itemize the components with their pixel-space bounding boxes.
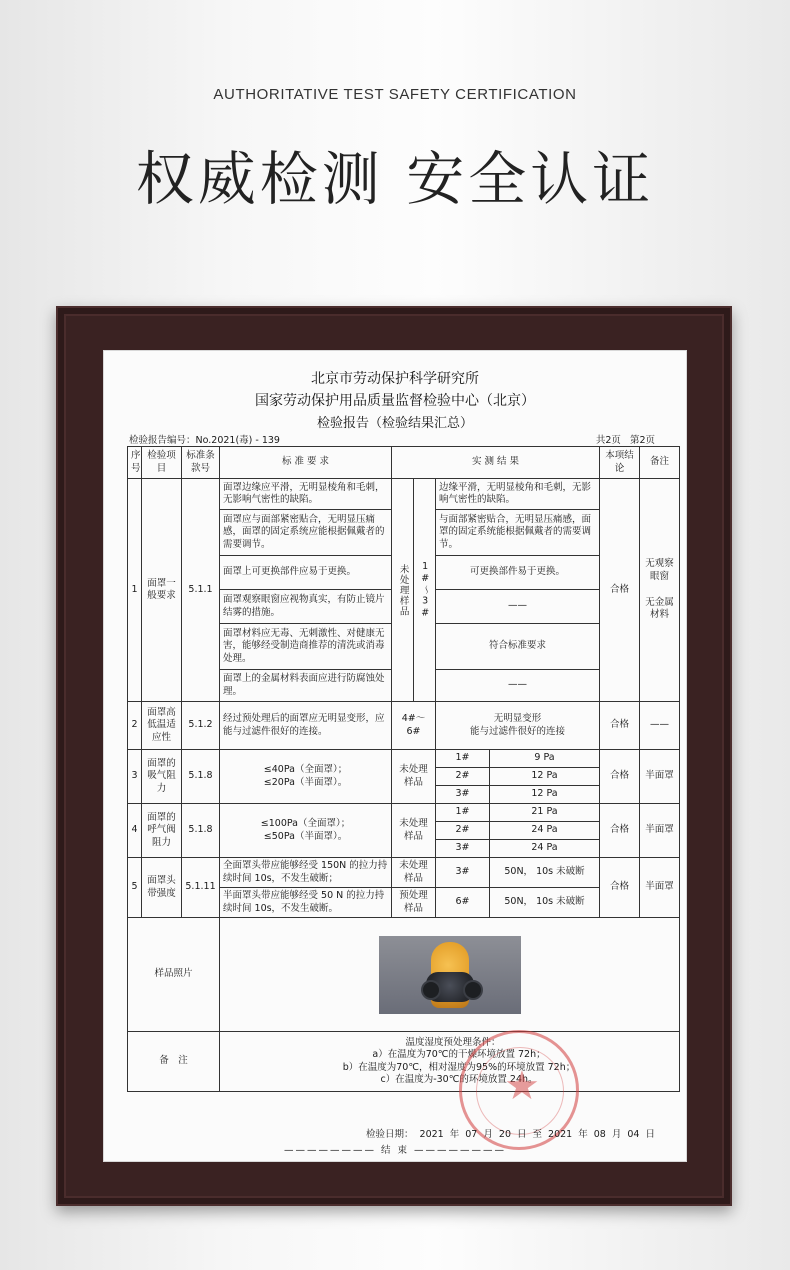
col-remark: 备注 xyxy=(640,447,680,479)
row4-remark: 半面罩 xyxy=(640,804,680,858)
row4-value-2: 24 Pa xyxy=(490,822,600,840)
row3-value-1: 9 Pa xyxy=(490,750,600,768)
page-headline: 权威检测 安全认证 xyxy=(135,145,655,213)
row1-result-6: —— xyxy=(436,670,600,702)
note-line: 温度湿度预处理条件： xyxy=(405,1036,501,1048)
row2-result xyxy=(436,702,600,750)
row3-clause: 5.1.8 xyxy=(182,750,220,804)
note-line: c）在温度为-30℃的环境放置 24h。 xyxy=(380,1073,538,1085)
note-line: a）在温度为70℃的干燥环境放置 72h； xyxy=(372,1049,546,1061)
row1-sample-no: 1#～3# xyxy=(414,479,436,702)
row3-sample-2: 2# xyxy=(436,768,490,786)
col-measured: 实 测 结 果 xyxy=(392,447,600,479)
filter-right-icon xyxy=(463,980,483,1000)
report-title: 检验报告（检验结果汇总） xyxy=(316,416,473,431)
row5-result-a: 50N， 10s 未破断 xyxy=(490,858,600,888)
row4-requirement xyxy=(220,804,392,858)
row1-seq: 1 xyxy=(128,479,142,702)
row5-state-a: 未处理样品 xyxy=(392,858,436,888)
note-line: b）在温度为70℃，相对湿度为95%的环境放置 72h； xyxy=(342,1061,576,1073)
row4-seq: 4 xyxy=(128,804,142,858)
row4-req-line2: ≤50Pa（半面罩）。 xyxy=(263,830,348,842)
row2-requirement: 经过预处理后的面罩应无明显变形，应能与过滤件很好的连接。 xyxy=(220,702,392,750)
row4-req-line1: ≤100Pa（全面罩）； xyxy=(260,818,351,830)
page-info: 共2页 第2页 xyxy=(595,435,655,446)
row5-sample-b: 6# xyxy=(436,888,490,918)
row1-result-4: —— xyxy=(436,590,600,624)
row3-item: 面罩的吸气阻力 xyxy=(142,750,182,804)
table-row xyxy=(128,750,680,768)
row1-req-1: 面罩边缘应平滑，无明显棱角和毛刺，无影响气密性的缺陷。 xyxy=(220,479,392,510)
table-row xyxy=(128,858,680,888)
row5-sample-a: 3# xyxy=(436,858,490,888)
row5-clause: 5.1.11 xyxy=(182,858,220,918)
row5-seq: 5 xyxy=(128,858,142,918)
table-row xyxy=(128,918,680,1032)
row1-remark xyxy=(640,479,680,702)
row4-item: 面罩的呼气阀阻力 xyxy=(142,804,182,858)
header-subtitle: AUTHORITATIVE TEST SAFETY CERTIFICATION xyxy=(213,86,577,103)
notes-content xyxy=(220,1032,680,1092)
row3-sample-state: 未处理样品 xyxy=(392,750,436,804)
col-clause: 标准条款号 xyxy=(182,447,220,479)
row2-remark: —— xyxy=(640,702,680,750)
row1-remark-b: 无金属材料 xyxy=(645,597,674,621)
certificate-document xyxy=(103,350,687,1162)
row2-sample: 4#～6# xyxy=(392,702,436,750)
row5-req-a: 全面罩头带应能够经受 150N 的拉力持续时间 10s，不发生破断； xyxy=(220,858,392,888)
table-row xyxy=(128,702,680,750)
row2-seq: 2 xyxy=(128,702,142,750)
row4-conclusion: 合格 xyxy=(600,804,640,858)
report-number: 检验报告编号：No.2021(毒) - 139 xyxy=(129,435,280,446)
row1-req-2: 面罩应与面部紧密贴合，无明显压痛感，面罩的固定系统应能根据佩戴者的需要调节。 xyxy=(220,510,392,556)
row5-state-b: 预处理样品 xyxy=(392,888,436,918)
row2-result-line1: 无明显变形 xyxy=(493,713,542,725)
org-name-line2: 国家劳动保护用品质量监督检验中心（北京） xyxy=(255,393,535,409)
row3-sample-3: 3# xyxy=(436,786,490,804)
row2-item: 面罩高低温适应性 xyxy=(142,702,182,750)
row3-conclusion: 合格 xyxy=(600,750,640,804)
row1-sample-state: 未处理样品 xyxy=(392,479,414,702)
row2-clause: 5.1.2 xyxy=(182,702,220,750)
col-requirement: 标 准 要 求 xyxy=(220,447,392,479)
row3-seq: 3 xyxy=(128,750,142,804)
org-name-line1: 北京市劳动保护科学研究所 xyxy=(311,371,479,387)
row5-conclusion: 合格 xyxy=(600,858,640,918)
row4-value-1: 21 Pa xyxy=(490,804,600,822)
row3-remark: 半面罩 xyxy=(640,750,680,804)
row4-sample-state: 未处理样品 xyxy=(392,804,436,858)
sample-photo-cell xyxy=(220,918,680,1032)
row5-item: 面罩头带强度 xyxy=(142,858,182,918)
col-conclusion: 本项结论 xyxy=(600,447,640,479)
row3-req-line1: ≤40Pa（全面罩）； xyxy=(263,764,348,776)
filter-left-icon xyxy=(421,980,441,1000)
row5-req-b: 半面罩头带应能够经受 50 N 的拉力持续时间 10s，不发生破断。 xyxy=(220,888,392,918)
row5-result-b: 50N， 10s 未破断 xyxy=(490,888,600,918)
row1-req-6: 面罩上的金属材料表面应进行防腐蚀处理。 xyxy=(220,670,392,702)
row1-req-4: 面罩观察眼窗应视物真实，有防止镜片结雾的措施。 xyxy=(220,590,392,624)
results-table xyxy=(127,446,680,1092)
row5-remark: 半面罩 xyxy=(640,858,680,918)
table-row xyxy=(128,804,680,822)
row3-value-3: 12 Pa xyxy=(490,786,600,804)
row3-value-2: 12 Pa xyxy=(490,768,600,786)
row4-value-3: 24 Pa xyxy=(490,840,600,858)
row3-requirement xyxy=(220,750,392,804)
photo-label: 样品照片 xyxy=(128,918,220,1032)
inspection-date: 检验日期： 2021 年 07 月 20 日 至 2021 年 08 月 04 日 xyxy=(366,1129,655,1140)
row1-clause: 5.1.1 xyxy=(182,479,220,702)
row2-conclusion: 合格 xyxy=(600,702,640,750)
row1-remark-a: 无观察眼窗 xyxy=(645,558,674,582)
row3-sample-1: 1# xyxy=(436,750,490,768)
row2-result-line2: 能与过滤件很好的连接 xyxy=(469,725,565,737)
row3-req-line2: ≤20Pa（半面罩）。 xyxy=(263,776,348,788)
row4-sample-3: 3# xyxy=(436,840,490,858)
table-row xyxy=(128,479,680,510)
seal-star-icon: ★ xyxy=(504,1063,540,1109)
row1-conclusion: 合格 xyxy=(600,479,640,702)
end-mark: ———————— 结 束 ———————— xyxy=(283,1145,507,1156)
table-header-row xyxy=(128,447,680,479)
col-seq: 序号 xyxy=(128,447,142,479)
notes-label: 备 注 xyxy=(128,1032,220,1092)
row4-clause: 5.1.8 xyxy=(182,804,220,858)
sample-photo xyxy=(379,936,521,1014)
row1-result-2: 与面部紧密贴合，无明显压痛感，面罩的固定系统能根据佩戴者的需要调节。 xyxy=(436,510,600,556)
row1-req-5: 面罩材料应无毒、无刺激性、对健康无害，能够经受制造商推荐的清洗或消毒处理。 xyxy=(220,624,392,670)
row1-req-3: 面罩上可更换部件应易于更换。 xyxy=(220,556,392,590)
col-item: 检验项目 xyxy=(142,447,182,479)
row4-sample-2: 2# xyxy=(436,822,490,840)
table-row xyxy=(128,1032,680,1092)
row1-result-5: 符合标准要求 xyxy=(436,624,600,670)
row4-sample-1: 1# xyxy=(436,804,490,822)
row1-result-1: 边缘平滑，无明显棱角和毛刺，无影响气密性的缺陷。 xyxy=(436,479,600,510)
picture-frame xyxy=(56,306,732,1206)
row1-item: 面罩一般要求 xyxy=(142,479,182,702)
row1-result-3: 可更换部件易于更换。 xyxy=(436,556,600,590)
